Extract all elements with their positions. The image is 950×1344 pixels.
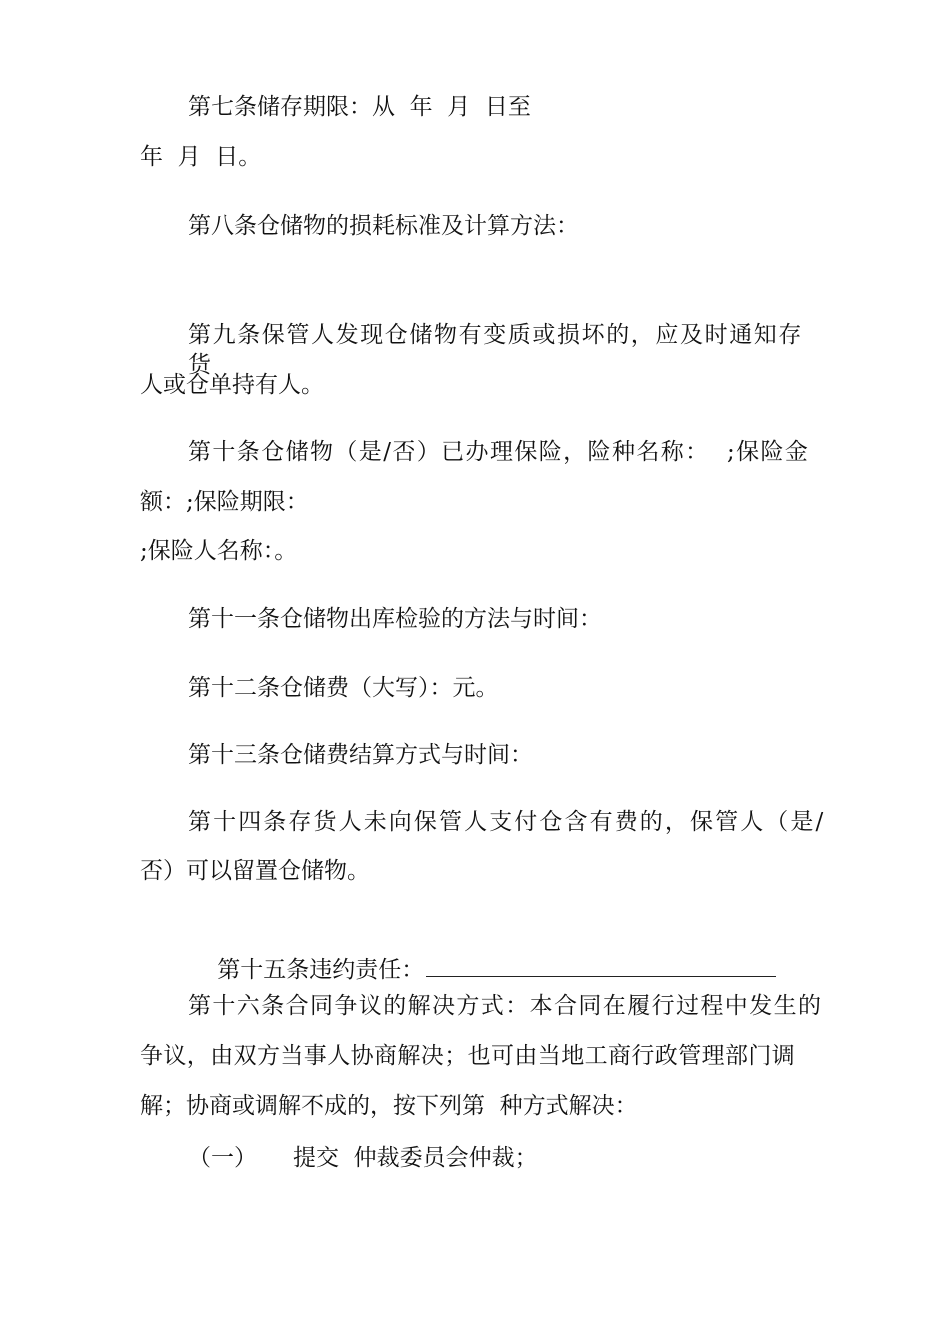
article-9-line-1-text: 第九条保管人发现仓储物有变质或损坏的，应及时通知存货 <box>188 322 803 378</box>
article-12: 第十二条仓储费（大写）：元。 <box>188 675 499 701</box>
article-13: 第十三条仓储费结算方式与时间： <box>188 742 533 768</box>
article-7-line-2: 年 月 日。 <box>140 144 262 170</box>
article-7-line-1: 第七条储存期限：从 年 月 日至 <box>188 94 531 120</box>
article-9-line-2: 人或仓单持有人。 <box>140 372 324 398</box>
item-1-text: 提交 仲裁委员会仲裁； <box>293 1145 538 1171</box>
article-14-line-2: 否）可以留置仓储物。 <box>140 858 370 884</box>
article-8: 第八条仓储物的损耗标准及计算方法： <box>188 213 579 239</box>
article-16-line-3: 解；协商或调解不成的，按下列第 种方式解决： <box>140 1093 638 1119</box>
article-16-line-2: 争议，由双方当事人协商解决；也可由当地工商行政管理部门调 <box>140 1043 796 1069</box>
article-14-line-1: 第十四条存货人未向保管人支付仓含有费的，保管人（是/ <box>188 809 826 835</box>
article-10-line-3: ;保险人名称：。 <box>140 538 298 564</box>
article-15-label: 第十五条违约责任： <box>217 957 425 983</box>
article-10-line-2: 额：;保险期限： <box>140 489 309 515</box>
item-1-number: （一） <box>188 1145 257 1171</box>
article-15-blank-underline <box>426 954 776 977</box>
article-11: 第十一条仓储物出库检验的方法与时间： <box>188 606 602 632</box>
article-16-line-1: 第十六条合同争议的解决方式：本合同在履行过程中发生的 <box>188 993 823 1019</box>
article-10-line-1: 第十条仓储物（是/否）已办理保险，险种名称： ;保险金 <box>188 439 810 465</box>
